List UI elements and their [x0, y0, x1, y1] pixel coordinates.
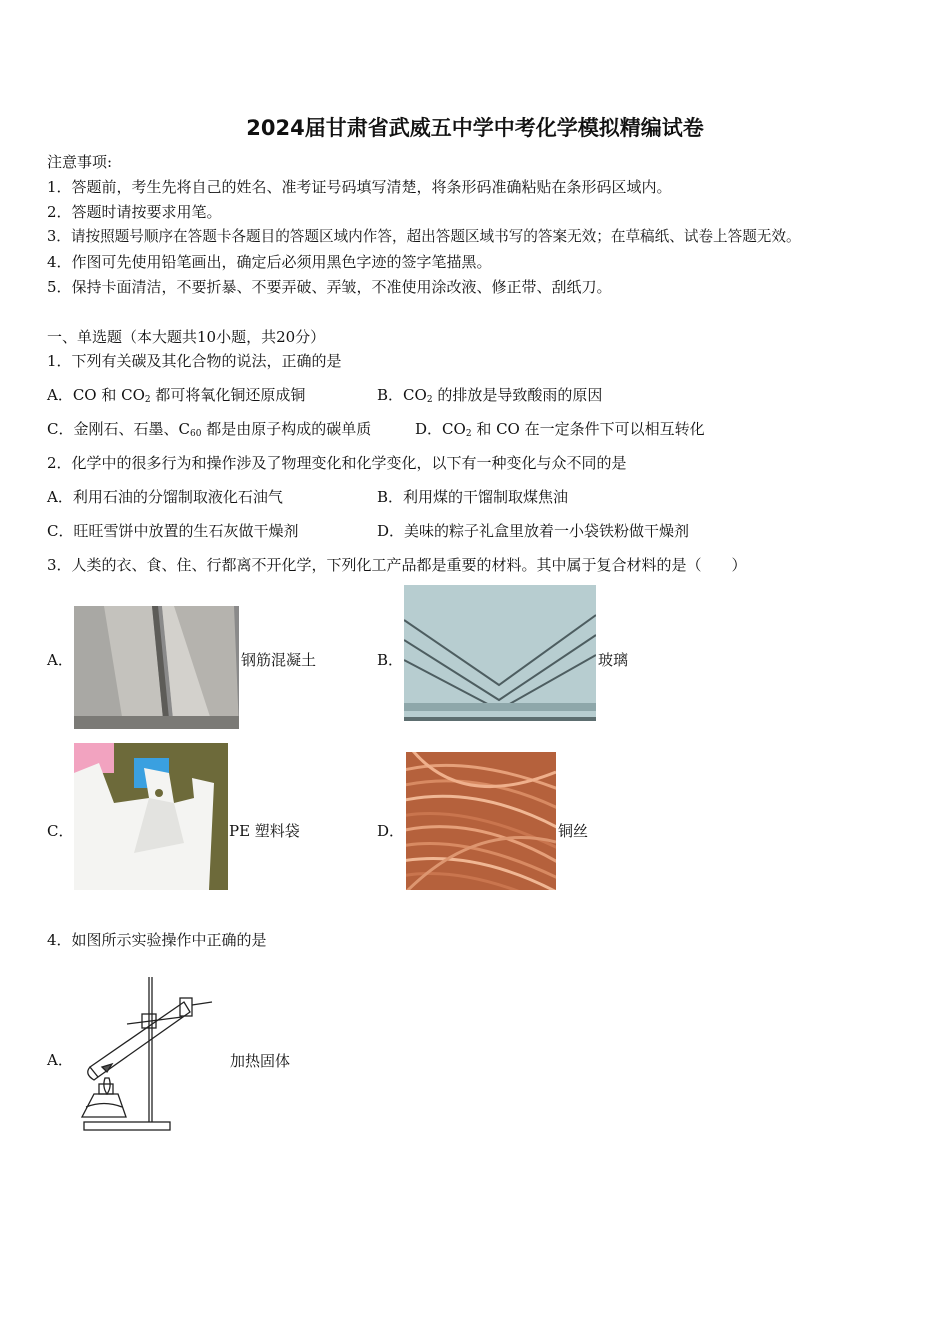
notice-heading: 注意事项:: [47, 153, 113, 171]
q3-option-b-label: 玻璃: [598, 651, 629, 669]
q1-option-c-text-end: 都是由原子构成的碳单质: [201, 420, 372, 438]
q1-option-d[interactable]: [415, 419, 705, 444]
copper-wire-image: [406, 752, 556, 890]
q1-option-d-text: D．CO: [415, 420, 466, 438]
notice-item: 4．作图可先使用铅笔画出，确定后必须用黑色字迹的签字笔描黑。: [47, 253, 492, 271]
q1-option-b-text: B．CO: [377, 386, 427, 404]
q1-option-a[interactable]: [47, 385, 305, 410]
q3-option-d-letter[interactable]: D．: [377, 822, 405, 840]
q3-option-a-letter[interactable]: A．: [47, 651, 73, 669]
q1-option-c[interactable]: [47, 419, 371, 444]
subscript: 2: [144, 395, 151, 405]
q3-option-b-letter[interactable]: B．: [377, 651, 404, 669]
q3-option-c-letter[interactable]: C．: [47, 822, 74, 840]
q2-option-a[interactable]: A．利用石油的分馏制取液化石油气: [47, 488, 283, 506]
q1-option-c-text: C．金刚石、石墨、C: [47, 420, 190, 438]
question-2-stem: 2．化学中的很多行为和操作涉及了物理变化和化学变化，以下有一种变化与众不同的是: [47, 454, 627, 472]
q3-option-d-label: 铜丝: [558, 822, 589, 840]
q3-option-a-label: 钢筋混凝土: [241, 651, 317, 669]
q1-option-b-text-end: 的排放是导致酸雨的原因: [432, 386, 603, 404]
q2-option-c[interactable]: C．旺旺雪饼中放置的生石灰做干燥剂: [47, 522, 299, 540]
subscript: 2: [465, 429, 472, 439]
subscript: 2: [426, 395, 433, 405]
question-4-stem: 4．如图所示实验操作中正确的是: [47, 931, 267, 949]
q2-option-b[interactable]: B．利用煤的干馏制取煤焦油: [377, 488, 569, 506]
section-heading: 一、单选题（本大题共10小题，共20分）: [47, 328, 326, 346]
q3-option-c-label: PE 塑料袋: [229, 822, 300, 840]
notice-item: 1．答题前，考生先将自己的姓名、准考证号码填写清楚，将条形码准确粘贴在条形码区域内。: [47, 178, 672, 196]
q4-option-a-label: 加热固体: [230, 1052, 291, 1070]
notice-item: 5．保持卡面清洁，不要折暴、不要弄破、弄皱，不准使用涂改液、修正带、刮纸刀。: [47, 278, 612, 296]
concrete-image: [74, 606, 239, 729]
glass-image: [404, 585, 596, 729]
question-1-stem: 1．下列有关碳及其化合物的说法，正确的是: [47, 352, 342, 370]
plastic-bag-image: [74, 743, 228, 890]
question-3-stem: 3．人类的衣、食、住、行都离不开化学，下列化工产品都是重要的材料。其中属于复合材料的是（ ）: [47, 556, 747, 574]
notice-item: 3．请按照题号顺序在答题卡各题目的答题区域内作答，超出答题区域书写的答案无效；在草稿纸、试卷上答题无效。: [47, 228, 801, 245]
page-title: 2024届甘肃省武威五中学中考化学模拟精编试卷: [246, 116, 704, 140]
q2-option-d[interactable]: D．美味的粽子礼盒里放着一小袋铁粉做干燥剂: [377, 522, 690, 540]
heating-apparatus-diagram: [72, 972, 217, 1134]
q1-option-b[interactable]: [377, 385, 602, 410]
q1-option-a-text: A．CO 和 CO: [47, 386, 145, 404]
q4-option-a-letter[interactable]: A．: [47, 1051, 73, 1069]
q1-option-a-text-end: 都可将氧化铜还原成铜: [150, 386, 306, 404]
notice-item: 2．答题时请按要求用笔。: [47, 203, 222, 221]
subscript: 60: [189, 429, 202, 439]
q1-option-d-text-end: 和 CO 在一定条件下可以相互转化: [471, 420, 705, 438]
